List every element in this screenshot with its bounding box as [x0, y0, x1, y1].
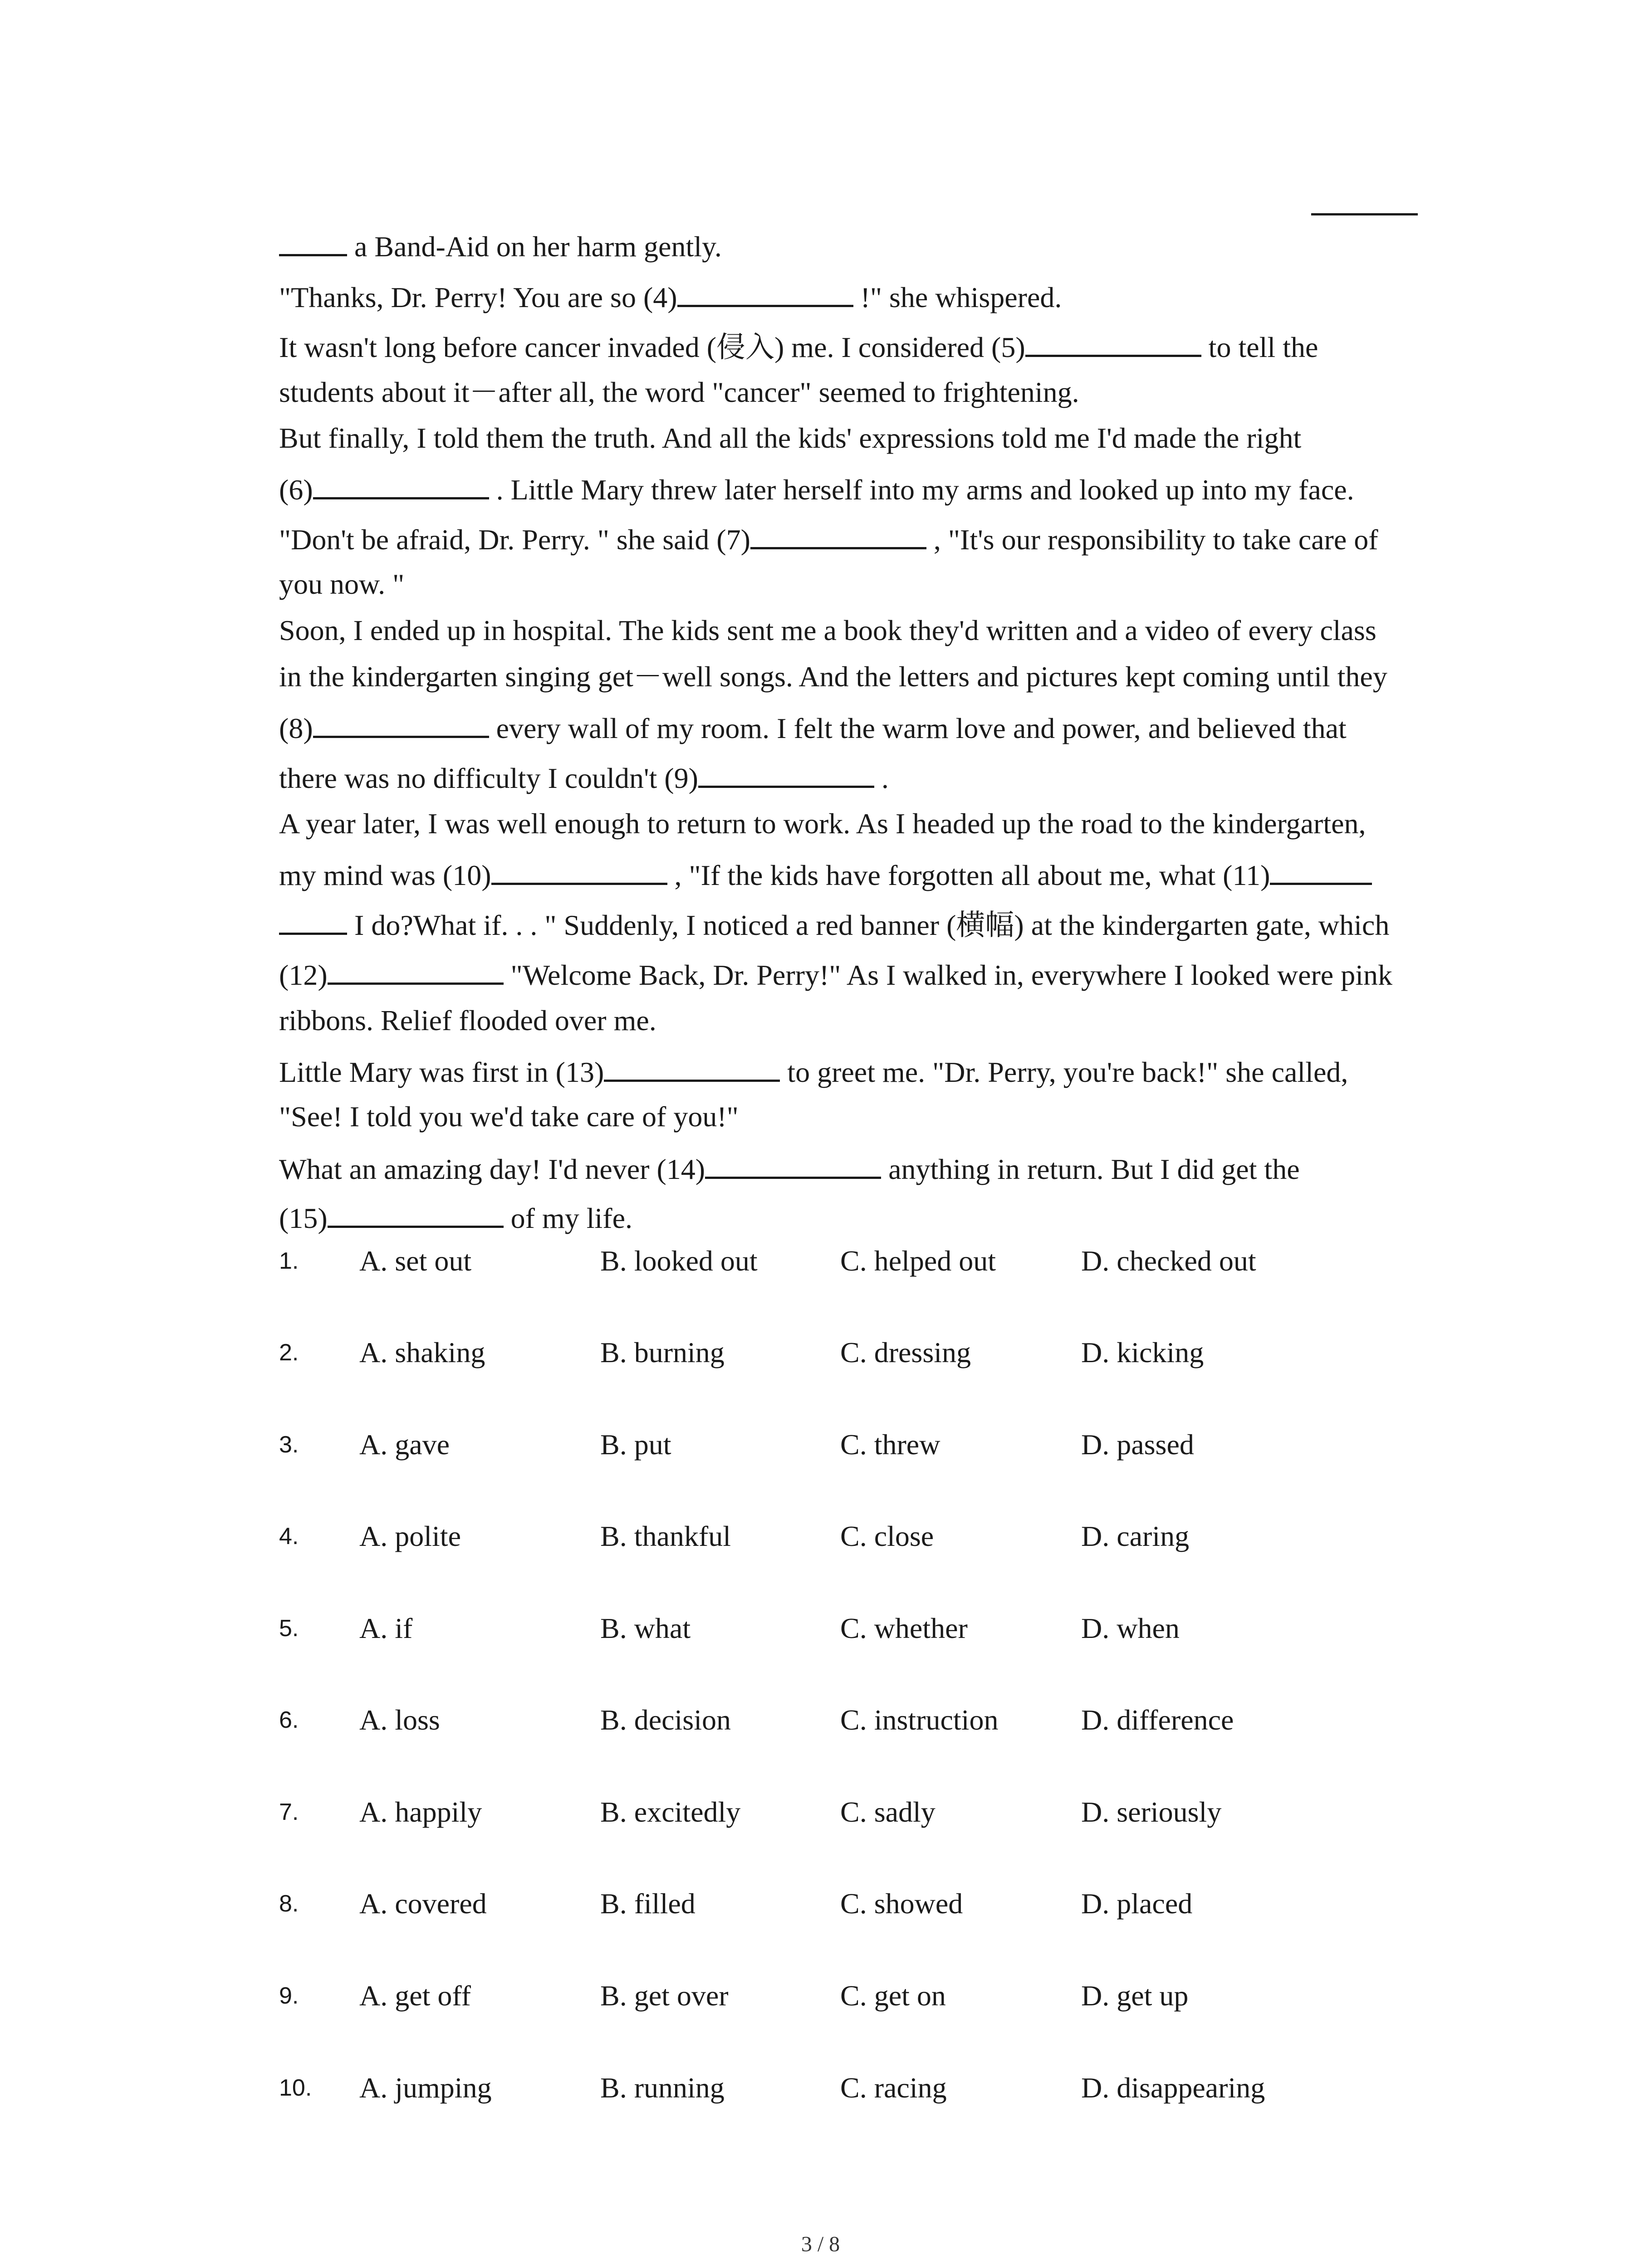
passage-line-11: (8) every wall of my room. I felt the warm love and power, and believed that: [279, 709, 1347, 747]
option-d[interactable]: D. checked out: [1081, 1245, 1256, 1277]
passage-line-2: "Thanks, Dr. Perry! You are so (4) !" she whispered.: [279, 278, 1062, 316]
option-d[interactable]: D. kicking: [1081, 1336, 1204, 1369]
answer-blank-5: [1025, 327, 1201, 357]
option-d[interactable]: D. get up: [1081, 1980, 1189, 2012]
answer-blank: [279, 227, 347, 256]
option-a[interactable]: A. covered: [359, 1887, 487, 1920]
option-a[interactable]: A. shaking: [359, 1336, 485, 1369]
option-c[interactable]: C. whether: [840, 1612, 968, 1644]
question-number: 9.: [279, 1983, 299, 2009]
question-number: 8.: [279, 1891, 299, 1917]
answer-blank-continuation: [1311, 213, 1418, 215]
answer-blank: [279, 905, 347, 935]
option-b[interactable]: B. what: [600, 1612, 691, 1644]
option-d[interactable]: D. difference: [1081, 1704, 1234, 1736]
option-d[interactable]: D. placed: [1081, 1887, 1193, 1920]
option-c[interactable]: C. showed: [840, 1887, 963, 1920]
question-number: 2.: [279, 1339, 299, 1366]
option-d[interactable]: D. caring: [1081, 1520, 1190, 1552]
option-b[interactable]: B. get over: [600, 1980, 729, 2012]
answer-blank-10: [491, 855, 667, 885]
page-number: 3 / 8: [801, 2232, 840, 2256]
option-c[interactable]: C. helped out: [840, 1245, 996, 1277]
option-b[interactable]: B. thankful: [600, 1520, 731, 1552]
question-number: 1.: [279, 1248, 299, 1274]
option-a[interactable]: A. set out: [359, 1245, 472, 1277]
option-c[interactable]: C. threw: [840, 1428, 941, 1461]
option-c[interactable]: C. get on: [840, 1980, 946, 2012]
option-a[interactable]: A. loss: [359, 1704, 440, 1736]
passage-line-15: I do?What if. . . " Suddenly, I noticed a red banner (横幅) at the kindergarten gate, which: [279, 905, 1389, 943]
option-a[interactable]: A. jumping: [359, 2072, 492, 2104]
question-number: 5.: [279, 1615, 299, 1642]
option-d[interactable]: D. passed: [1081, 1428, 1194, 1461]
option-b[interactable]: B. running: [600, 2072, 725, 2104]
option-b[interactable]: B. burning: [600, 1336, 725, 1369]
passage-line-21: (15) of my life.: [279, 1198, 632, 1237]
question-number: 7.: [279, 1799, 299, 1825]
option-a[interactable]: A. polite: [359, 1520, 461, 1552]
option-d[interactable]: D. when: [1081, 1612, 1180, 1644]
answer-blank-8: [313, 709, 489, 738]
answer-blank-15: [328, 1198, 504, 1228]
option-b[interactable]: B. put: [600, 1428, 671, 1461]
passage-line-16: (12) "Welcome Back, Dr. Perry!" As I walked in, everywhere I looked were pink: [279, 955, 1392, 993]
option-c[interactable]: C. dressing: [840, 1336, 971, 1369]
passage-line-12: there was no difficulty I couldn't (9) .: [279, 758, 889, 797]
option-a[interactable]: A. gave: [359, 1428, 450, 1461]
option-b[interactable]: B. filled: [600, 1887, 696, 1920]
answer-blank-7: [750, 520, 926, 549]
answer-blank-11: [1270, 855, 1372, 885]
passage-line-18: Little Mary was first in (13) to greet me. "Dr. Perry, you're back!" she called,: [279, 1052, 1348, 1090]
passage-line-20: What an amazing day! I'd never (14) anything in return. But I did get the: [279, 1149, 1300, 1188]
passage-line-13: A year later, I was well enough to return to work. As I headed up the road to the kindergarten,: [279, 807, 1366, 840]
answer-blank-14: [705, 1149, 881, 1179]
passage-line-3: It wasn't long before cancer invaded (侵入) me. I considered (5) to tell the: [279, 327, 1318, 366]
question-number: 3.: [279, 1432, 299, 1458]
passage-line-1: a Band-Aid on her harm gently.: [279, 227, 722, 265]
option-d[interactable]: D. seriously: [1081, 1796, 1222, 1828]
question-number: 6.: [279, 1707, 299, 1733]
question-number: 10.: [279, 2075, 312, 2101]
answer-blank-6: [313, 470, 489, 499]
question-number: 4.: [279, 1523, 299, 1549]
option-d[interactable]: D. disappearing: [1081, 2072, 1265, 2104]
option-b[interactable]: B. excitedly: [600, 1796, 741, 1828]
passage-line-19: "See! I told you we'd take care of you!": [279, 1100, 739, 1133]
option-c[interactable]: C. racing: [840, 2072, 947, 2104]
passage-line-5: But finally, I told them the truth. And all the kids' expressions told me I'd made the right: [279, 422, 1302, 454]
passage-line-17: ribbons. Relief flooded over me.: [279, 1004, 656, 1036]
passage-line-10: in the kindergarten singing get－well songs. And the letters and pictures kept coming until they: [279, 660, 1387, 693]
option-a[interactable]: A. if: [359, 1612, 413, 1644]
option-b[interactable]: B. decision: [600, 1704, 731, 1736]
passage-line-7: "Don't be afraid, Dr. Perry. " she said (7) , "It's our responsibility to take care of: [279, 520, 1378, 558]
option-a[interactable]: A. happily: [359, 1796, 482, 1828]
option-c[interactable]: C. close: [840, 1520, 934, 1552]
answer-blank-13: [604, 1052, 780, 1082]
passage-line-6: (6) . Little Mary threw later herself into my arms and looked up into my face.: [279, 470, 1354, 508]
option-c[interactable]: C. sadly: [840, 1796, 936, 1828]
answer-blank-9: [698, 758, 874, 788]
option-a[interactable]: A. get off: [359, 1980, 471, 2012]
answer-blank-12: [328, 955, 504, 985]
passage-line-14: my mind was (10) , "If the kids have forgotten all about me, what (11): [279, 855, 1372, 894]
option-c[interactable]: C. instruction: [840, 1704, 999, 1736]
passage-line-9: Soon, I ended up in hospital. The kids sent me a book they'd written and a video of every class: [279, 614, 1376, 646]
option-b[interactable]: B. looked out: [600, 1245, 758, 1277]
passage-line-4: students about it－after all, the word "cancer" seemed to frightening.: [279, 376, 1079, 408]
passage-line-8: you now. ": [279, 568, 405, 600]
answer-blank-4: [677, 278, 853, 307]
